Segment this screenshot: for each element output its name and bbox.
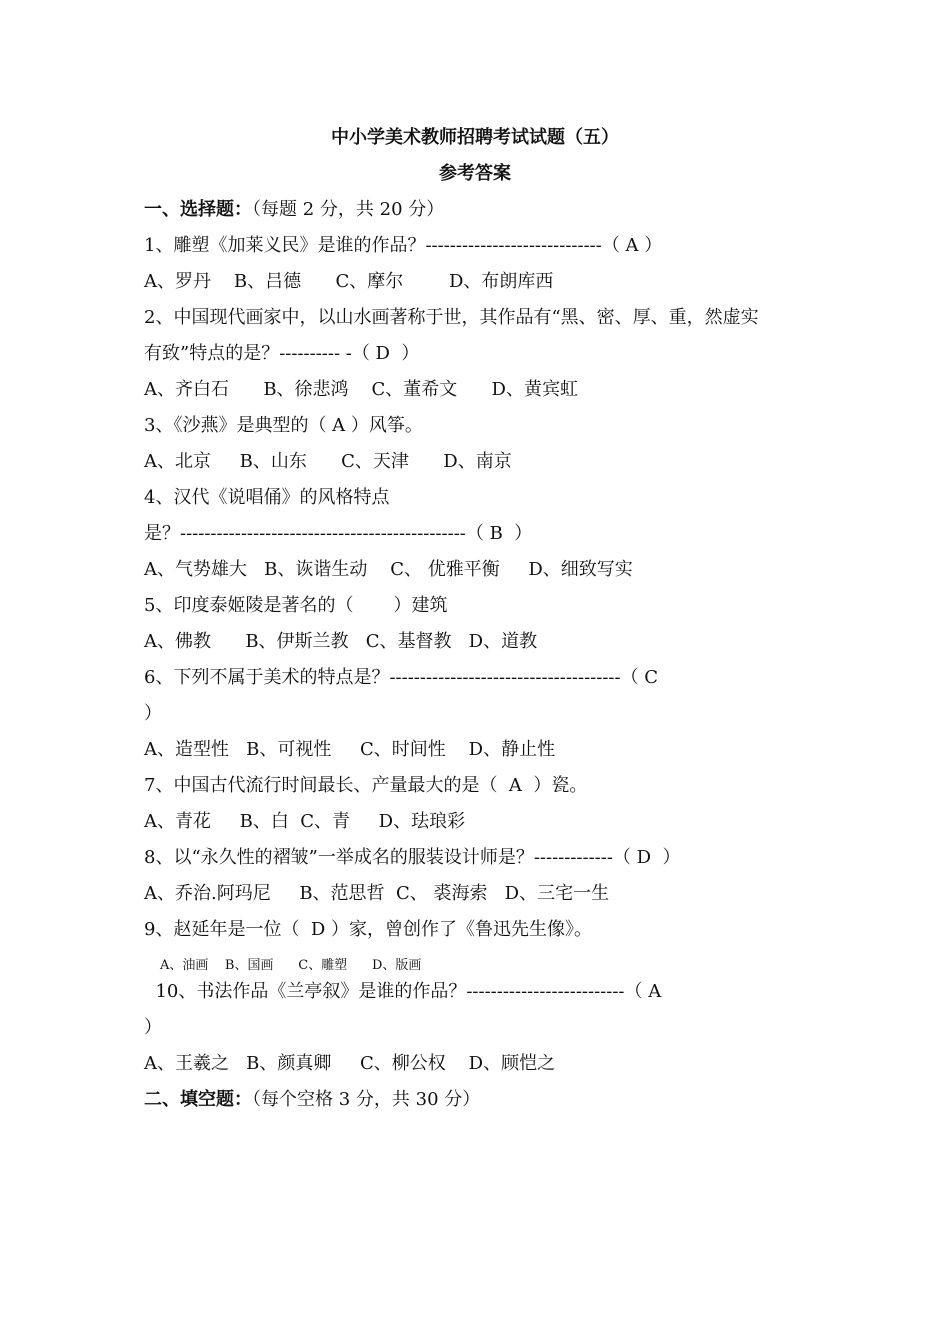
question-1: 1、雕塑《加莱义民》是谁的作品？-----------------------------（ A ） [144, 235, 663, 256]
options-2: A、齐白石 B、徐悲鸿 C、董希文 D、黄宾虹 [144, 379, 578, 400]
options-7: A、青花 B、白 C、青 D、珐琅彩 [144, 811, 466, 832]
question-4-line-2: 是？-----------------------------------------------（ B ） [144, 523, 533, 544]
question-6-line-1: 6、下列不属于美术的特点是？--------------------------------------（ C [144, 667, 659, 688]
question-8: 8、以“永久性的褶皱”一举成名的服装设计师是？-------------（ D ） [144, 847, 681, 868]
section-2-header [144, 1088, 480, 1112]
options-10: A、王羲之 B、颜真卿 C、柳公权 D、顾恺之 [144, 1053, 556, 1074]
options-8: A、乔治.阿玛尼 B、范思哲 C、 裘海索 D、三宅一生 [144, 883, 610, 904]
page-title: 中小学美术教师招聘考试试题（五） [331, 127, 619, 148]
options-9: A、油画 B、国画 C、雕塑 D、版画 [160, 958, 422, 973]
question-7: 7、中国古代流行时间最长、产量最大的是（ A ）瓷。 [144, 775, 588, 796]
section-1-header [144, 198, 444, 222]
section-1-heading: 一、选择题： [144, 199, 252, 220]
question-3: 3、《沙燕》是典型的（ A ）风筝。 [144, 415, 423, 436]
question-4-line-1: 4、汉代《说唱俑》的风格特点 [144, 487, 390, 508]
section-1-note: （每题 2 分，共 20 分） [252, 199, 445, 220]
section-2-note: （每个空格 3 分，共 30 分） [252, 1089, 481, 1110]
options-4: A、气势雄大 B、诙谐生动 C、 优雅平衡 D、细致写实 [144, 559, 633, 580]
question-2-line-2: 有致”特点的是？---------- -（ D ） [144, 343, 420, 364]
options-1: A、罗丹 B、吕德 C、摩尔 D、布朗库西 [144, 271, 554, 292]
question-6-line-2: ） [144, 703, 162, 724]
question-10-line-2: ） [144, 1017, 162, 1038]
options-5: A、佛教 B、伊斯兰教 C、基督教 D、道教 [144, 631, 538, 652]
page-subtitle: 参考答案 [439, 163, 511, 184]
options-6: A、造型性 B、可视性 C、时间性 D、静止性 [144, 739, 556, 760]
question-9: 9、赵延年是一位（ D ）家，曾创作了《鲁迅先生像》。 [144, 919, 593, 940]
section-2-heading: 二、填空题： [144, 1089, 252, 1110]
options-3: A、北京 B、山东 C、天津 D、南京 [144, 451, 512, 472]
question-2-line-1: 2、中国现代画家中，以山水画著称于世，其作品有“黑、密、厚、重，然虚实 [144, 307, 759, 328]
question-10-line-1: 10、书法作品《兰亭叙》是谁的作品？--------------------------（ A [144, 981, 662, 1002]
question-5: 5、印度泰姬陵是著名的（ ）建筑 [144, 595, 448, 616]
